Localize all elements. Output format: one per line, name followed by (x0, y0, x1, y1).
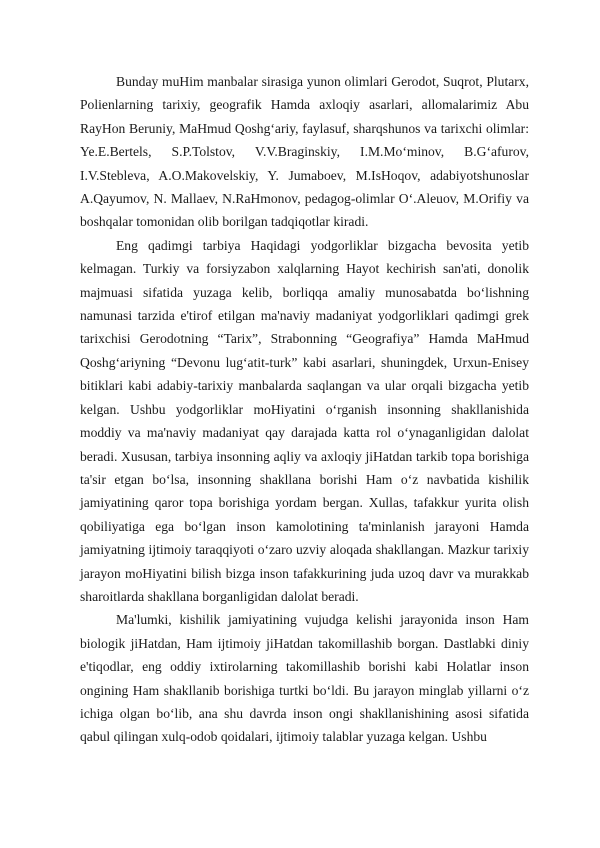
paragraph-sources: Bunday muHim manbalar sirasiga yunon olimlari Gerodot, Suqrot, Plutarx, Polienlarning tarixiy, geografik Hamda axloqiy asarlari, allomalarimiz Abu RayHon Beruniy, MaHmud Qoshg‘ariy, faylasuf, sharqshunos va tarixchi olimlar: Ye.E.Bertels, S.P.Tolstov, V.V.Braginskiy, I.M.Mo‘minov, B.G‘afurov, I.V.Stebleva, A.O.Makovelskiy, Y. Jumaboev, M.IsHoqov, adabiyotshunoslar A.Qayumov, N. Mallaev, N.RaHmonov, pedagog-olimlar O‘.Aleuov, M.Orifiy va boshqalar tomonidan olib borilgan tadqiqotlar kiradi. (80, 74, 529, 230)
paragraph-human-development: Ma'lumki, kishilik jamiyatining vujudga kelishi jarayonida inson Ham biologik jiHatdan, Ham ijtimoiy jiHatdan takomillashib borgan. Dastlabki diniy e'tiqodlar, eng oddiy ixtirolarning takomillashib borishi kabi Holatlar inson ongining Ham shakllanib borishiga turtki bo‘ldi. Bu jarayon minglab yillarni o‘z ichiga olgan bo‘lib, ana shu davrda inson ongi shakllanishining asosi sifatida qabul qilingan xulq-odob qoidalari, ijtimoiy talablar yuzaga kelgan. Ushbu (80, 612, 529, 745)
paragraph-ancient-monuments: Eng qadimgi tarbiya Haqidagi yodgorliklar bizgacha bevosita yetib kelmagan. Turkiy va forsiyzabon xalqlarning Hayot kechirish san'ati, donolik majmuasi sifatida yuzaga kelib, borliqqa amaliy munosabatda bo‘lishning namunasi tarzida e'tirof etilgan ma'naviy madaniyat yodgorliklari qadimgi grek tarixchisi Gerodotning “Tarix”, Strabonning “Geografiya” Hamda MaHmud Qoshg‘ariyning “Devonu lug‘atit-turk” kabi asarlari, shuningdek, Urxun-Enisey bitiklari kabi adabiy-tarixiy manbalarda saqlangan va ular orqali bizgacha yetib kelgan. Ushbu yodgorliklar moHiyatini o‘rganish insonning shakllanishida moddiy va ma'naviy madaniyat qay darajada katta rol o‘ynaganligidan dalolat beradi. Xususan, tarbiya insonning aqliy va axloqiy jiHatdan tarkib topa borishiga ta'sir etgan bo‘lsa, insonning shakllana borishi Ham o‘z navbatida kishilik jamiyatining qaror topa borishiga yordam bergan. Xullas, tafakkur yurita olish qobiliyatiga ega bo‘lgan inson kamolotining ta'minlanish jarayoni Hamda jamiyatning ijtimoiy taraqqiyoti o‘zaro uzviy aloqada shakllangan. Mazkur tarixiy jarayon moHiyatini bilish bizga inson tafakkurining juda uzoq davr va murakkab sharoitlarda shakllana borganligidan dalolat beradi. (80, 237, 529, 604)
document-body (80, 70, 529, 749)
